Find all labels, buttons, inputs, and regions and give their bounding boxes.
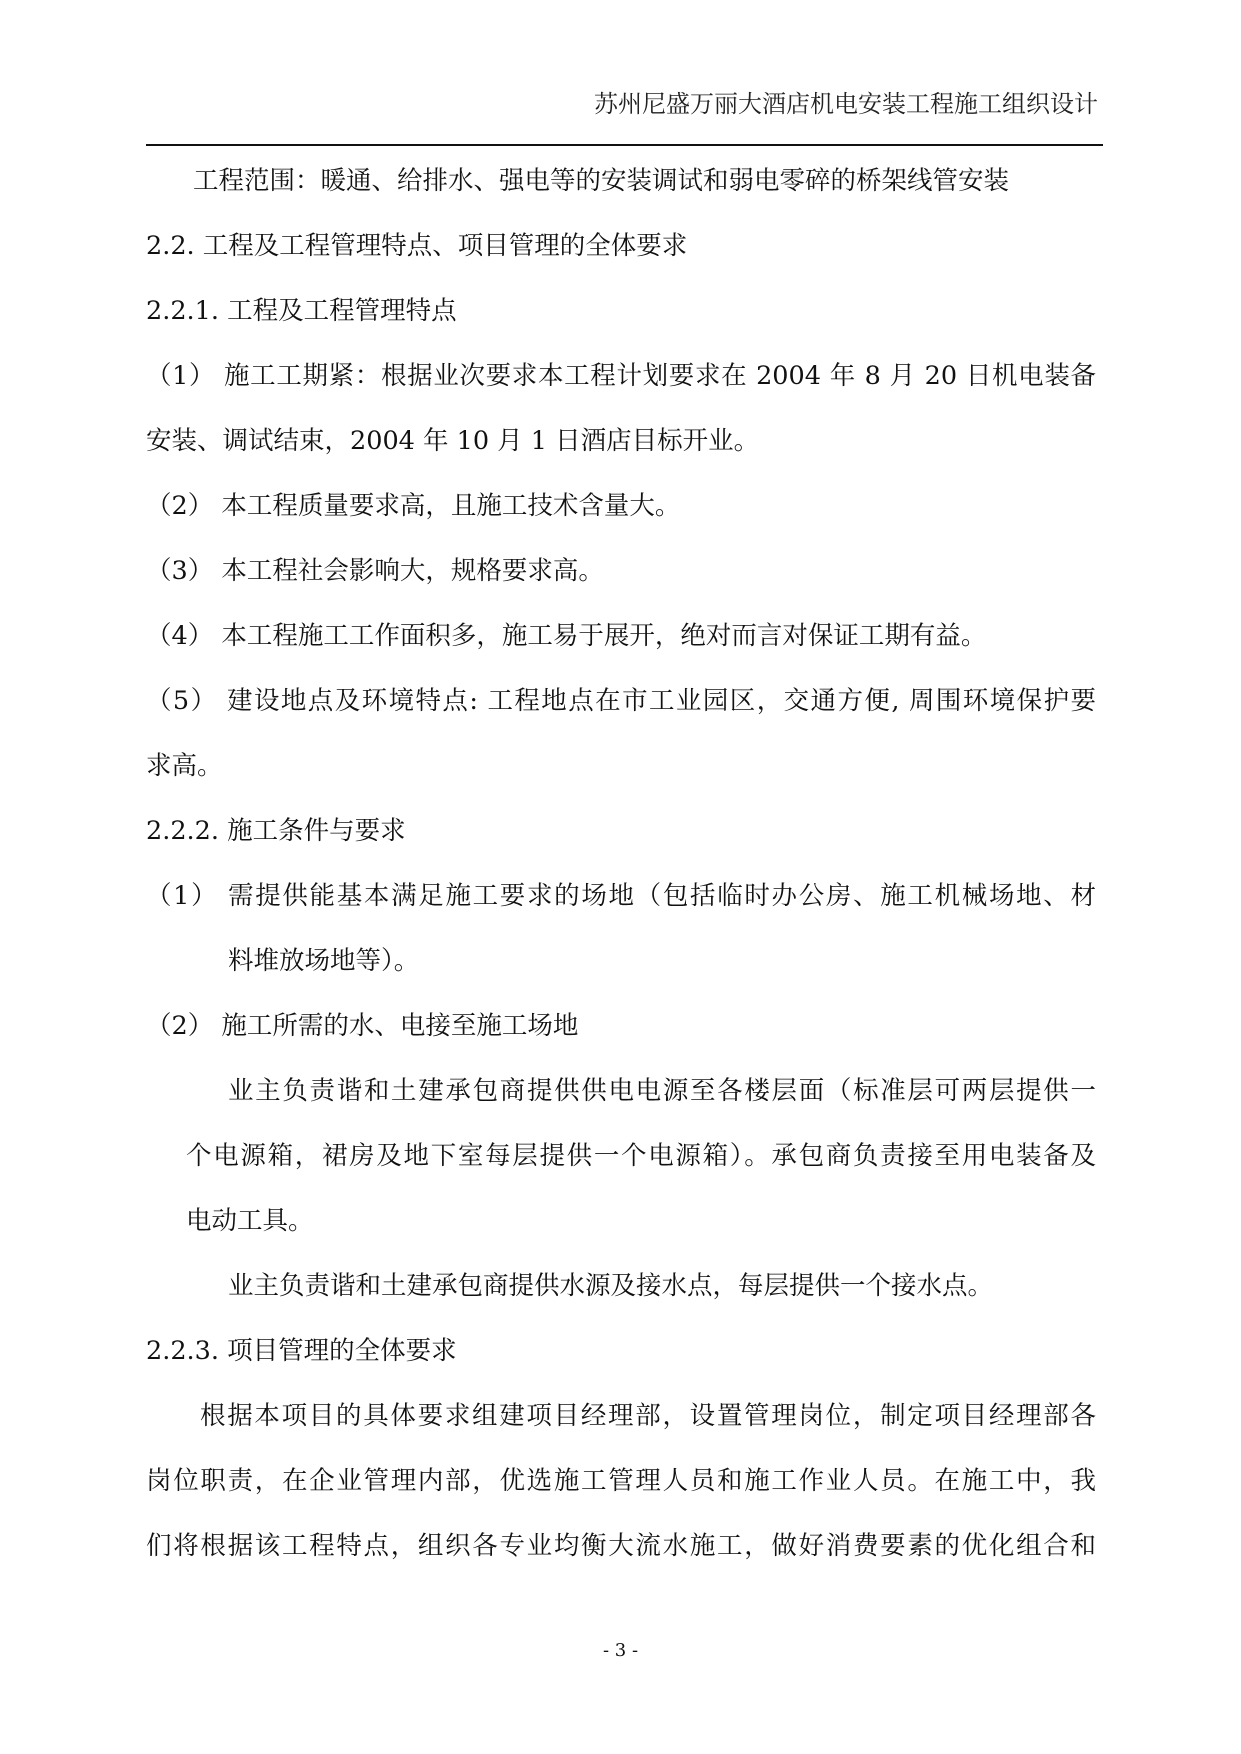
power-para-line-2: 个电源箱，裙房及地下室每层提供一个电源箱）。承包商负责接至用电装备及	[186, 1141, 1096, 1171]
power-para-line-1: 业主负责谐和土建承包商提供供电电源至各楼层面（标准层可两层提供一	[228, 1076, 1096, 1106]
item-1-line-2: 安装、调试结束，2004 年 10 月 1 日酒店目标开业。	[146, 426, 760, 456]
section-2-2-heading: 2.2. 工程及工程管理特点、项目管理的全体要求	[146, 231, 688, 261]
page-number: - 3 -	[602, 1640, 639, 1661]
section-2-2-2-heading: 2.2.2. 施工条件与要求	[146, 816, 406, 846]
mgmt-para-line-2: 岗位职责，在企业管理内部，优选施工管理人员和施工作业人员。在施工中，我	[146, 1466, 1096, 1496]
water-para: 业主负责谐和土建承包商提供水源及接水点，每层提供一个接水点。	[228, 1271, 994, 1301]
item-4: （4） 本工程施工工作面积多，施工易于展开，绝对而言对保证工期有益。	[146, 621, 987, 651]
header-rule	[146, 144, 1103, 146]
condition-1-line-1: （1） 需提供能基本满足施工要求的场地（包括临时办公房、施工机械场地、材	[146, 881, 1096, 911]
item-1-line-1: （1） 施工工期紧：根据业次要求本工程计划要求在 2004 年 8 月 20 日机电装备	[146, 361, 1096, 391]
condition-1-line-2: 料堆放场地等）。	[228, 946, 420, 976]
item-5-line-1: （5） 建设地点及环境特点: 工程地点在市工业园区，交通方便, 周围环境保护要	[146, 686, 1096, 716]
item-3: （3） 本工程社会影响大，规格要求高。	[146, 556, 604, 586]
mgmt-para-line-3: 们将根据该工程特点，组织各专业均衡大流水施工，做好消费要素的优化组合和	[146, 1531, 1096, 1561]
section-2-2-3-heading: 2.2.3. 项目管理的全体要求	[146, 1336, 457, 1366]
mgmt-para-line-1: 根据本项目的具体要求组建项目经理部，设置管理岗位，制定项目经理部各	[200, 1401, 1096, 1431]
item-5-line-2: 求高。	[146, 751, 223, 781]
condition-2: （2） 施工所需的水、电接至施工场地	[146, 1011, 579, 1041]
scope-line: 工程范围：暖通、给排水、强电等的安装调试和弱电零碎的桥架线管安装	[193, 166, 1010, 196]
power-para-line-3: 电动工具。	[186, 1206, 314, 1236]
section-2-2-1-heading: 2.2.1. 工程及工程管理特点	[146, 296, 457, 326]
item-2: （2） 本工程质量要求高，且施工技术含量大。	[146, 491, 681, 521]
header-title: 苏州尼盛万丽大酒店机电安装工程施工组织设计	[594, 90, 1098, 118]
